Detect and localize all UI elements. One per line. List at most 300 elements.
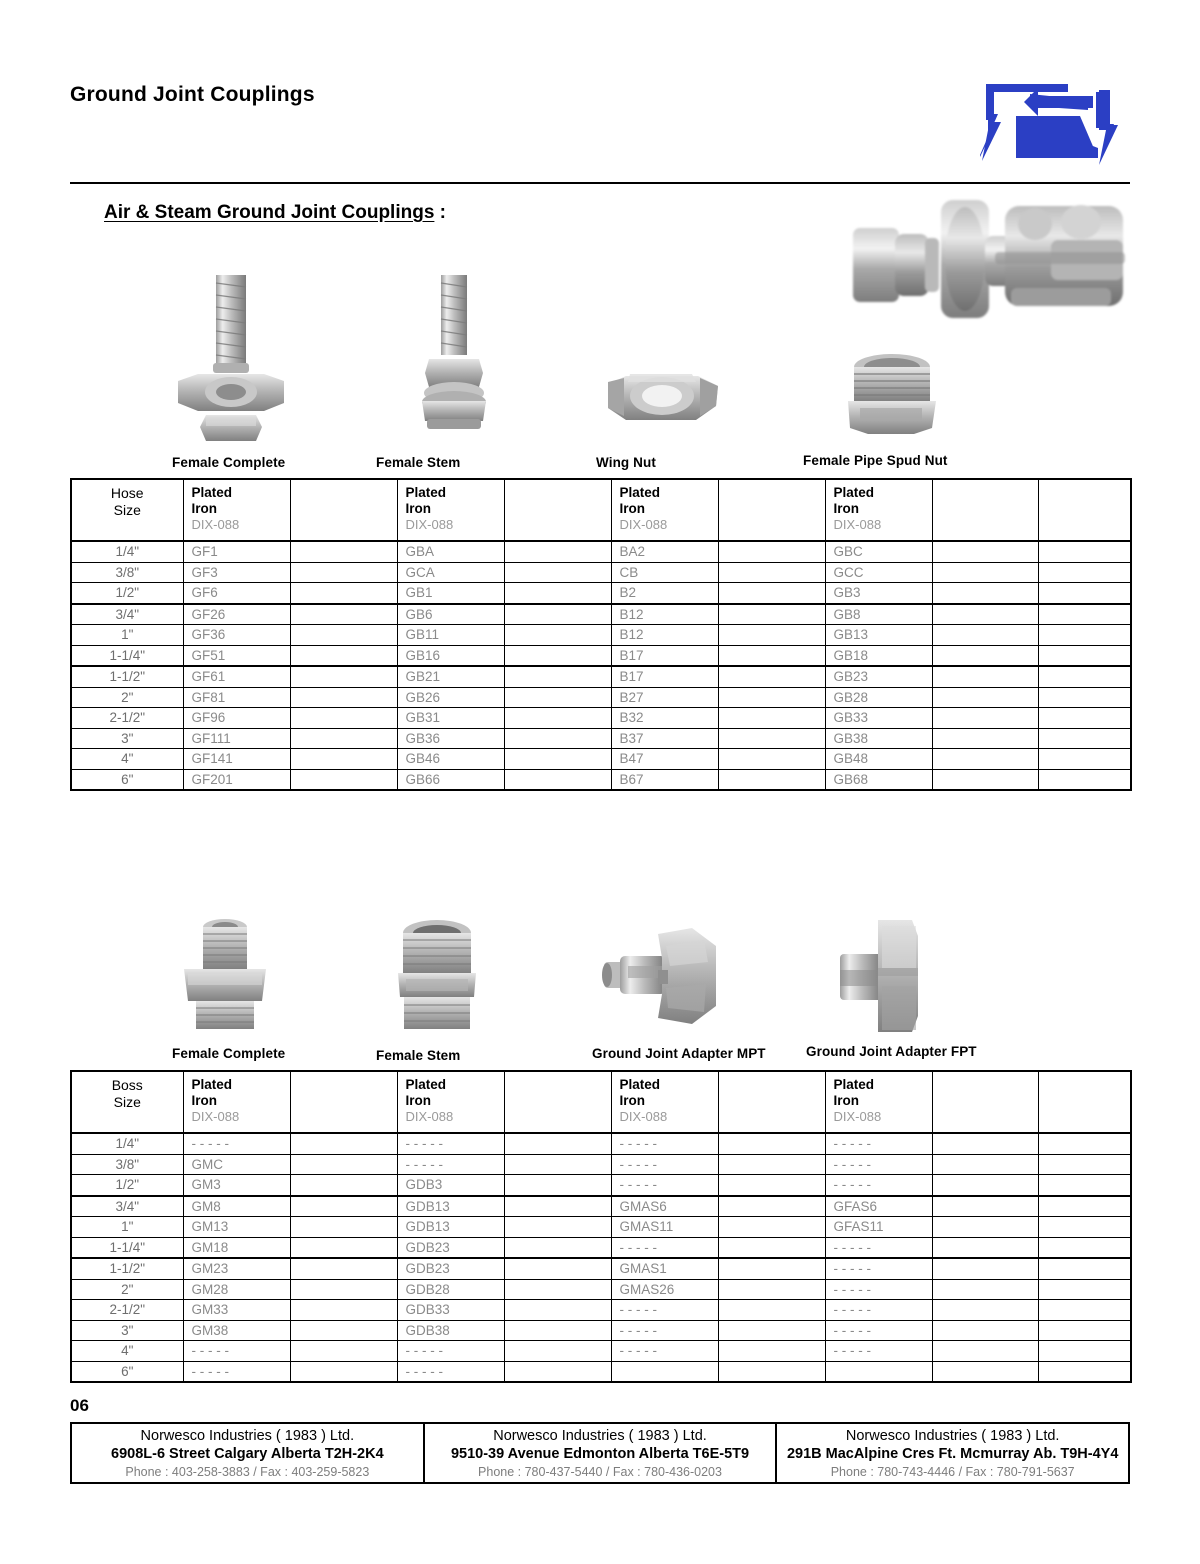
cell-blank-3	[718, 769, 825, 790]
cell-blank-4	[932, 749, 1038, 770]
cell-blank-4	[932, 604, 1038, 625]
footer-address-3: 291B MacAlpine Cres Ft. Mcmurray Ab. T9H-4Y4	[786, 1446, 1119, 1462]
product-photo-ground-joint-adapter-fpt	[822, 912, 927, 1040]
cell-size: 3/8"	[71, 562, 183, 583]
cell-part-number-3: - - - - -	[611, 1300, 718, 1321]
cell-part-number-4: GB13	[825, 625, 932, 646]
cell-part-number-3: B47	[611, 749, 718, 770]
header-catalog-code: DIX-088	[405, 517, 454, 532]
header-blank-column-3	[718, 1071, 825, 1133]
cell-blank-3	[718, 728, 825, 749]
caption-product-4: Female Pipe Spud Nut	[803, 453, 948, 468]
cell-blank-1	[290, 749, 397, 770]
section-1-title	[104, 202, 446, 224]
cell-size: 3"	[71, 1320, 183, 1341]
cell-part-number-1: GM33	[183, 1300, 290, 1321]
table-row	[71, 645, 1131, 666]
cell-part-number-1: GMC	[183, 1154, 290, 1175]
cell-blank-1	[290, 708, 397, 729]
cell-blank-2	[504, 1196, 611, 1217]
cell-part-number-1: GM8	[183, 1196, 290, 1217]
table-row	[71, 583, 1131, 604]
cell-part-number-3: B67	[611, 769, 718, 790]
table-row	[71, 769, 1131, 790]
cell-part-number-2: GDB13	[397, 1196, 504, 1217]
cell-trailing-blank	[1038, 666, 1131, 687]
cell-blank-3	[718, 687, 825, 708]
cell-blank-2	[504, 1154, 611, 1175]
cell-part-number-2: GB11	[397, 625, 504, 646]
footer-contact-1: Phone : 403-258-3883 / Fax : 403-259-5823	[125, 1465, 370, 1479]
cell-blank-2	[504, 687, 611, 708]
cell-blank-3	[718, 749, 825, 770]
cell-part-number-4: GB3	[825, 583, 932, 604]
cell-trailing-blank	[1038, 1300, 1131, 1321]
cell-part-number-1: GM23	[183, 1258, 290, 1279]
cell-blank-2	[504, 562, 611, 583]
cell-part-number-1: GF141	[183, 749, 290, 770]
cell-trailing-blank	[1038, 1237, 1131, 1258]
cell-trailing-blank	[1038, 1175, 1131, 1196]
cell-part-number-4: GFAS6	[825, 1196, 932, 1217]
footer-company-3: Norwesco Industries ( 1983 ) Ltd.	[845, 1428, 1060, 1444]
header-size-line1: Boss	[111, 1077, 143, 1093]
cell-part-number-1: GF201	[183, 769, 290, 790]
cell-blank-4	[932, 1258, 1038, 1279]
cell-part-number-2: GCA	[397, 562, 504, 583]
page-title: Ground Joint Couplings	[70, 83, 315, 106]
cell-size: 6"	[71, 769, 183, 790]
cell-size: 1/4"	[71, 541, 183, 562]
cell-size: 3/4"	[71, 1196, 183, 1217]
cell-blank-4	[932, 645, 1038, 666]
cell-blank-2	[504, 1279, 611, 1300]
cell-size: 1"	[71, 625, 183, 646]
cell-part-number-3: B37	[611, 728, 718, 749]
footer-contact-3: Phone : 780-743-4446 / Fax : 780-791-5637	[830, 1465, 1075, 1479]
cell-blank-3	[718, 1175, 825, 1196]
cell-trailing-blank	[1038, 1133, 1131, 1154]
table-row	[71, 1133, 1131, 1154]
cell-blank-2	[504, 1237, 611, 1258]
cell-part-number-1: GF3	[183, 562, 290, 583]
cell-part-number-1: GF1	[183, 541, 290, 562]
caption-product-1: Female Complete	[172, 455, 286, 470]
cell-blank-3	[718, 666, 825, 687]
header-catalog-code: DIX-088	[405, 1109, 454, 1124]
cell-part-number-1: GF6	[183, 583, 290, 604]
cell-blank-3	[718, 708, 825, 729]
cell-size: 1/2"	[71, 1175, 183, 1196]
table-row	[71, 666, 1131, 687]
cell-part-number-2: GDB23	[397, 1258, 504, 1279]
header-material-line1: Plated	[405, 485, 447, 500]
cell-part-number-4: GB23	[825, 666, 932, 687]
cell-size: 1-1/4"	[71, 1237, 183, 1258]
cell-blank-2	[504, 1320, 611, 1341]
cell-blank-1	[290, 1133, 397, 1154]
cell-part-number-2: - - - - -	[397, 1133, 504, 1154]
table-row	[71, 1300, 1131, 1321]
cell-blank-1	[290, 1341, 397, 1362]
cell-blank-4	[932, 1361, 1038, 1382]
cell-part-number-4: GBC	[825, 541, 932, 562]
cell-blank-1	[290, 1154, 397, 1175]
cell-size: 1-1/4"	[71, 645, 183, 666]
cell-trailing-blank	[1038, 1361, 1131, 1382]
cell-part-number-2: - - - - -	[397, 1341, 504, 1362]
cell-size: 2"	[71, 687, 183, 708]
cell-blank-4	[932, 1196, 1038, 1217]
header-catalog-code: DIX-088	[191, 517, 240, 532]
cell-blank-3	[718, 1154, 825, 1175]
cell-part-number-3: CB	[611, 562, 718, 583]
cell-blank-3	[718, 1196, 825, 1217]
footer	[70, 1422, 1130, 1484]
cell-blank-3	[718, 1133, 825, 1154]
cell-trailing-blank	[1038, 541, 1131, 562]
header-material-line1: Plated	[405, 1077, 447, 1092]
cell-blank-2	[504, 1217, 611, 1238]
cell-blank-1	[290, 562, 397, 583]
cell-blank-4	[932, 687, 1038, 708]
cell-part-number-3: - - - - -	[611, 1341, 718, 1362]
cell-part-number-2: - - - - -	[397, 1154, 504, 1175]
cell-part-number-3: GMAS6	[611, 1196, 718, 1217]
cell-blank-2	[504, 1341, 611, 1362]
cell-trailing-blank	[1038, 583, 1131, 604]
cell-blank-4	[932, 1217, 1038, 1238]
cell-part-number-3: - - - - -	[611, 1320, 718, 1341]
cell-blank-2	[504, 1300, 611, 1321]
footer-box-fort-mcmurray	[777, 1424, 1128, 1482]
cell-part-number-4: GB48	[825, 749, 932, 770]
cell-part-number-3: B17	[611, 666, 718, 687]
cell-blank-3	[718, 1300, 825, 1321]
cell-blank-3	[718, 625, 825, 646]
cell-trailing-blank	[1038, 562, 1131, 583]
cell-blank-2	[504, 708, 611, 729]
cell-part-number-3: BA2	[611, 541, 718, 562]
cell-blank-3	[718, 1320, 825, 1341]
cell-trailing-blank	[1038, 769, 1131, 790]
cell-part-number-4	[825, 1361, 932, 1382]
cell-part-number-1: GF51	[183, 645, 290, 666]
caption-product-7: Ground Joint Adapter MPT	[592, 1046, 766, 1061]
cell-part-number-1: GM18	[183, 1237, 290, 1258]
header-material-line2: Iron	[191, 500, 217, 516]
cell-part-number-2: GB6	[397, 604, 504, 625]
cell-blank-1	[290, 625, 397, 646]
hose-size-spec-table	[70, 478, 1132, 791]
cell-part-number-2: GB46	[397, 749, 504, 770]
table-row	[71, 1217, 1131, 1238]
product-photo-female-complete-boss	[170, 915, 280, 1035]
header-catalog-code: DIX-088	[833, 1109, 882, 1124]
cell-blank-4	[932, 666, 1038, 687]
table-header-row	[71, 479, 1131, 541]
cell-part-number-2: GB21	[397, 666, 504, 687]
product-photo-female-stem-hose	[405, 275, 505, 435]
cell-blank-3	[718, 1258, 825, 1279]
cell-part-number-4: GB28	[825, 687, 932, 708]
cell-blank-3	[718, 1217, 825, 1238]
table-row	[71, 687, 1131, 708]
cell-blank-1	[290, 541, 397, 562]
cell-blank-2	[504, 1361, 611, 1382]
table-row	[71, 1175, 1131, 1196]
table-row	[71, 541, 1131, 562]
cell-part-number-3: - - - - -	[611, 1237, 718, 1258]
cell-blank-1	[290, 1258, 397, 1279]
cell-size: 3/4"	[71, 604, 183, 625]
cell-blank-2	[504, 583, 611, 604]
header-material-line1: Plated	[619, 485, 661, 500]
cell-size: 1/2"	[71, 583, 183, 604]
cell-part-number-1: GM38	[183, 1320, 290, 1341]
table-row	[71, 625, 1131, 646]
cell-part-number-2: GDB33	[397, 1300, 504, 1321]
header-size-column	[71, 479, 183, 541]
cell-blank-2	[504, 604, 611, 625]
cell-blank-4	[932, 769, 1038, 790]
footer-box-edmonton	[425, 1424, 778, 1482]
cell-part-number-3: B2	[611, 583, 718, 604]
cell-blank-4	[932, 1279, 1038, 1300]
caption-product-8: Ground Joint Adapter FPT	[806, 1044, 977, 1059]
cell-part-number-1: - - - - -	[183, 1133, 290, 1154]
cell-blank-4	[932, 1175, 1038, 1196]
cell-trailing-blank	[1038, 687, 1131, 708]
header-material-line2: Iron	[405, 500, 431, 516]
cell-part-number-4: - - - - -	[825, 1154, 932, 1175]
table-row	[71, 1258, 1131, 1279]
cell-blank-2	[504, 728, 611, 749]
cell-part-number-4: - - - - -	[825, 1341, 932, 1362]
product-photo-ground-joint-adapter-mpt	[600, 918, 725, 1036]
header-material-line2: Iron	[191, 1092, 217, 1108]
header-product-column-1	[183, 479, 290, 541]
cell-part-number-3: - - - - -	[611, 1175, 718, 1196]
header-trailing-column	[1038, 479, 1131, 541]
cell-trailing-blank	[1038, 604, 1131, 625]
cell-size: 1-1/2"	[71, 666, 183, 687]
cell-trailing-blank	[1038, 645, 1131, 666]
header-material-line1: Plated	[833, 1077, 875, 1092]
cell-part-number-4: - - - - -	[825, 1133, 932, 1154]
table-row	[71, 1154, 1131, 1175]
cell-blank-1	[290, 1237, 397, 1258]
cell-part-number-1: GF96	[183, 708, 290, 729]
cell-blank-2	[504, 625, 611, 646]
caption-product-2: Female Stem	[376, 455, 461, 470]
table-row	[71, 1361, 1131, 1382]
cell-size: 2"	[71, 1279, 183, 1300]
cell-blank-2	[504, 541, 611, 562]
cell-blank-2	[504, 666, 611, 687]
cell-blank-3	[718, 541, 825, 562]
header-size-line2: Size	[113, 502, 141, 518]
cell-blank-1	[290, 1279, 397, 1300]
cell-size: 2-1/2"	[71, 708, 183, 729]
cell-size: 3"	[71, 728, 183, 749]
cell-blank-3	[718, 604, 825, 625]
cell-blank-4	[932, 625, 1038, 646]
table-row	[71, 1237, 1131, 1258]
cell-part-number-2: GB31	[397, 708, 504, 729]
cell-trailing-blank	[1038, 749, 1131, 770]
cell-size: 3/8"	[71, 1154, 183, 1175]
cell-blank-1	[290, 1361, 397, 1382]
header-size-column	[71, 1071, 183, 1133]
header-product-column-4	[825, 1071, 932, 1133]
table-row	[71, 1341, 1131, 1362]
cell-blank-2	[504, 645, 611, 666]
cell-trailing-blank	[1038, 728, 1131, 749]
cell-blank-3	[718, 1361, 825, 1382]
cell-blank-4	[932, 1237, 1038, 1258]
cell-blank-4	[932, 583, 1038, 604]
header-catalog-code: DIX-088	[619, 517, 668, 532]
cell-part-number-2: GB66	[397, 769, 504, 790]
page-header	[0, 0, 1200, 190]
cell-part-number-2: GDB38	[397, 1320, 504, 1341]
cell-blank-4	[932, 708, 1038, 729]
header-divider	[70, 182, 1130, 184]
cell-size: 4"	[71, 1341, 183, 1362]
cell-blank-1	[290, 604, 397, 625]
header-product-column-3	[611, 1071, 718, 1133]
header-material-line1: Plated	[191, 485, 233, 500]
cell-part-number-3: B12	[611, 604, 718, 625]
norwesco-logo-icon	[968, 62, 1128, 172]
assembly-photo	[845, 192, 1130, 327]
header-blank-column-1	[290, 1071, 397, 1133]
cell-blank-1	[290, 687, 397, 708]
cell-blank-4	[932, 541, 1038, 562]
header-material-line2: Iron	[619, 500, 645, 516]
section-1-title-suffix: :	[434, 202, 447, 223]
cell-blank-4	[932, 728, 1038, 749]
cell-part-number-1: GF81	[183, 687, 290, 708]
cell-blank-2	[504, 1175, 611, 1196]
header-catalog-code: DIX-088	[191, 1109, 240, 1124]
header-product-column-2	[397, 1071, 504, 1133]
cell-blank-1	[290, 1300, 397, 1321]
cell-blank-1	[290, 666, 397, 687]
table-row	[71, 604, 1131, 625]
table-row	[71, 708, 1131, 729]
cell-part-number-2: GDB28	[397, 1279, 504, 1300]
product-photo-wing-nut	[600, 362, 725, 434]
cell-part-number-3: B17	[611, 645, 718, 666]
footer-contact-2: Phone : 780-437-5440 / Fax : 780-436-0203	[478, 1465, 722, 1479]
cell-part-number-3: B32	[611, 708, 718, 729]
cell-blank-3	[718, 645, 825, 666]
cell-part-number-1: - - - - -	[183, 1361, 290, 1382]
cell-part-number-2: GB16	[397, 645, 504, 666]
cell-blank-3	[718, 1279, 825, 1300]
cell-blank-4	[932, 1320, 1038, 1341]
footer-box-calgary	[72, 1424, 425, 1482]
cell-part-number-1: GF36	[183, 625, 290, 646]
cell-part-number-1: GF26	[183, 604, 290, 625]
header-blank-column-4	[932, 1071, 1038, 1133]
cell-blank-1	[290, 769, 397, 790]
header-material-line2: Iron	[619, 1092, 645, 1108]
page-number: 06	[70, 1396, 89, 1415]
table-1-body	[71, 479, 1131, 790]
cell-blank-1	[290, 645, 397, 666]
header-product-column-2	[397, 479, 504, 541]
cell-part-number-2: GB1	[397, 583, 504, 604]
cell-trailing-blank	[1038, 1217, 1131, 1238]
cell-size: 1"	[71, 1217, 183, 1238]
cell-part-number-3: GMAS11	[611, 1217, 718, 1238]
table-row	[71, 1320, 1131, 1341]
cell-trailing-blank	[1038, 1154, 1131, 1175]
cell-blank-3	[718, 562, 825, 583]
cell-trailing-blank	[1038, 1341, 1131, 1362]
cell-part-number-4: GB38	[825, 728, 932, 749]
header-material-line2: Iron	[833, 500, 859, 516]
cell-size: 2-1/2"	[71, 1300, 183, 1321]
header-blank-column-3	[718, 479, 825, 541]
cell-part-number-1: GM13	[183, 1217, 290, 1238]
header-product-column-3	[611, 479, 718, 541]
cell-size: 6"	[71, 1361, 183, 1382]
table-row	[71, 1279, 1131, 1300]
header-trailing-column	[1038, 1071, 1131, 1133]
footer-address-1: 6908L-6 Street Calgary Alberta T2H-2K4	[111, 1446, 384, 1462]
cell-size: 4"	[71, 749, 183, 770]
header-material-line2: Iron	[833, 1092, 859, 1108]
cell-trailing-blank	[1038, 708, 1131, 729]
header-material-line1: Plated	[191, 1077, 233, 1092]
cell-part-number-2: GDB3	[397, 1175, 504, 1196]
cell-part-number-3: GMAS1	[611, 1258, 718, 1279]
cell-blank-1	[290, 1217, 397, 1238]
header-size-line2: Size	[113, 1094, 141, 1110]
cell-part-number-4: GFAS11	[825, 1217, 932, 1238]
boss-size-spec-table	[70, 1070, 1132, 1383]
product-photo-female-pipe-spud-nut	[840, 352, 945, 437]
table-header-row	[71, 1071, 1131, 1133]
cell-trailing-blank	[1038, 625, 1131, 646]
cell-size: 1/4"	[71, 1133, 183, 1154]
cell-blank-1	[290, 728, 397, 749]
table-row	[71, 749, 1131, 770]
header-size-line1: Hose	[110, 485, 144, 501]
cell-part-number-4: - - - - -	[825, 1258, 932, 1279]
cell-part-number-3: - - - - -	[611, 1154, 718, 1175]
cell-blank-3	[718, 1341, 825, 1362]
caption-product-6: Female Stem	[376, 1048, 461, 1063]
cell-part-number-1: GM28	[183, 1279, 290, 1300]
cell-part-number-3: GMAS26	[611, 1279, 718, 1300]
product-photo-female-stem-boss	[382, 915, 492, 1035]
cell-blank-4	[932, 1341, 1038, 1362]
cell-blank-1	[290, 1320, 397, 1341]
cell-blank-2	[504, 1258, 611, 1279]
cell-blank-2	[504, 1133, 611, 1154]
cell-part-number-1: GM3	[183, 1175, 290, 1196]
caption-product-3: Wing Nut	[596, 455, 656, 470]
header-material-line1: Plated	[833, 485, 875, 500]
header-catalog-code: DIX-088	[833, 517, 882, 532]
header-blank-column-2	[504, 1071, 611, 1133]
cell-blank-4	[932, 1154, 1038, 1175]
